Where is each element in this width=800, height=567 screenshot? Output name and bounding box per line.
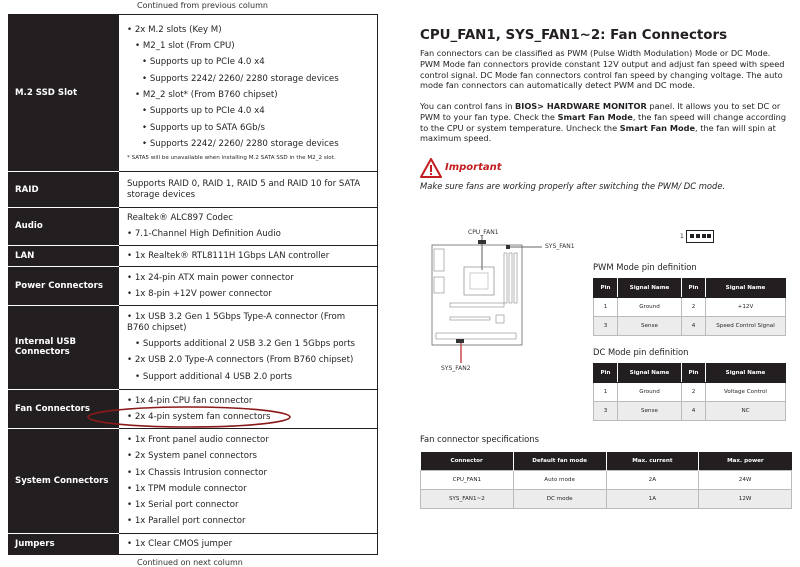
pin1-label: 1 [680, 233, 684, 240]
list-item: • 1x 8-pin +12V power connector [127, 286, 369, 302]
spec-row-jumpers [9, 533, 378, 554]
row-label: System Connectors [9, 428, 119, 533]
label-cpu-fan1: CPU_FAN1 [468, 229, 499, 236]
list-item: • Supports up to PCIe 4.0 x4 [127, 54, 369, 70]
table-row: 1 Ground 2 Voltage Control [594, 383, 786, 402]
list-item: • 1x Serial port connector [127, 497, 369, 513]
intro-paragraph: Fan connectors can be classified as PWM (Pulse Width Modulation) Mode or DC Mode. PWM Mode fan connectors provide constant 12V output and adjust fan speed with speed control signal. DC Mode fan connectors control fan speed by changing voltage. The auto mode fan connectors can automatically detect PWM and DC mode. [420, 48, 785, 91]
continued-to-note: Continued on next column [137, 558, 243, 567]
list-item: • 1x Parallel port connector [127, 513, 369, 529]
warning-icon [420, 158, 442, 178]
list-item: • Supports 2242/ 2260/ 2280 storage devices [127, 71, 369, 87]
important-heading: Important [445, 162, 502, 173]
list-item: • Supports 2242/ 2260/ 2280 storage devices [127, 136, 369, 152]
list-item: • M2_2 slot* (From B760 chipset) [127, 87, 369, 103]
row-label: RAID [9, 172, 119, 208]
row-label: Jumpers [9, 533, 119, 554]
list-item: • 1x Chassis Intrusion connector [127, 465, 369, 481]
list-item: • M2_1 slot (From CPU) [127, 38, 369, 54]
fan-spec-table: Connector Default fan mode Max. current Max. power CPU_FAN1 Auto mode 2A 24W SYS_FAN1~2 DC mode 1A 12W [420, 452, 792, 509]
table-row: SYS_FAN1~2 DC mode 1A 12W [421, 490, 792, 509]
list-item: • 2x 4-pin system fan connectors [127, 409, 369, 425]
list-item: • 2x System panel connectors [127, 448, 369, 464]
bios-paragraph: You can control fans in BIOS> HARDWARE MONITOR panel. It allows you to set DC or PWM to your fan type. Check the Smart Fan Mode, the fan speed will change according to the CPU or system temperature. Uncheck the Smart Fan Mode, the fan will spin at maximum speed. [420, 101, 787, 144]
list-item: • 1x TPM module connector [127, 481, 369, 497]
dc-title: DC Mode pin definition [593, 347, 689, 357]
list-item: • 1x Clear CMOS jumper [127, 536, 369, 552]
list-item: • 1x USB 3.2 Gen 1 5Gbps Type-A connector (From B760 chipset) [127, 310, 369, 336]
dc-table: Pin Signal Name Pin Signal Name 1 Ground 2 Voltage Control 3 Sense 4 NC [593, 363, 786, 421]
label-sys-fan1: SYS_FAN1 [545, 243, 575, 250]
label-sys-fan2: SYS_FAN2 [441, 365, 471, 372]
row-label: Audio [9, 208, 119, 246]
row-label: M.2 SSD Slot [9, 15, 119, 172]
footnote: * SATA5 will be unavailable when installing M.2 SATA SSD in the M2_2 slot. [127, 155, 336, 162]
important-text: Make sure fans are working properly after switching the PWM/ DC mode. [420, 181, 726, 191]
section-title: CPU_FAN1, SYS_FAN1~2: Fan Connectors [420, 28, 728, 43]
continued-from-note: Continued from previous column [137, 1, 268, 10]
list-item: • 1x 4-pin CPU fan connector [127, 393, 369, 409]
spec-row-lan [9, 245, 378, 266]
table-row: 3 Sense 4 Speed Control Signal [594, 317, 786, 336]
list-item: • Support additional 4 USB 2.0 ports [127, 369, 369, 385]
spec-row-audio [9, 208, 378, 246]
fan-connector-icon [686, 230, 714, 244]
spec-row-m2 [9, 15, 378, 172]
spec-row-raid [9, 172, 378, 208]
row-text: Supports RAID 0, RAID 1, RAID 5 and RAID 10 for SATA storage devices [127, 178, 361, 200]
row-label: Power Connectors [9, 266, 119, 305]
list-item: • Supports up to PCIe 4.0 x4 [127, 103, 369, 119]
spec-row-system [9, 428, 378, 533]
pwm-table: Pin Signal Name Pin Signal Name 1 Ground 2 +12V 3 Sense 4 Speed Control Signal [593, 278, 786, 336]
spec-row-usb [9, 305, 378, 389]
list-item: • 1x Front panel audio connector [127, 432, 369, 448]
spec-row-power [9, 266, 378, 305]
list-item: • 2x M.2 slots (Key M) [127, 22, 369, 38]
list-item: • 2x USB 2.0 Type-A connectors (From B760 chipset) [127, 352, 369, 368]
list-item: • 7.1-Channel High Definition Audio [127, 226, 369, 242]
list-item: • 1x 24-pin ATX main power connector [127, 270, 369, 286]
table-row: CPU_FAN1 Auto mode 2A 24W [421, 471, 792, 490]
list-item: Realtek® ALC897 Codec [127, 213, 234, 223]
table-row: 3 Sense 4 NC [594, 402, 786, 421]
spec-title: Fan connector specifications [420, 434, 539, 444]
highlight-ellipse [85, 405, 295, 429]
spec-table [8, 14, 378, 555]
list-item: • Supports up to SATA 6Gb/s [127, 120, 369, 136]
pwm-title: PWM Mode pin definition [593, 262, 697, 272]
row-label: Internal USB Connectors [9, 305, 119, 389]
row-label: LAN [9, 245, 119, 266]
list-item: • Supports additional 2 USB 3.2 Gen 1 5Gbps ports [127, 336, 369, 352]
list-item: • 1x Realtek® RTL8111H 1Gbps LAN controller [127, 248, 369, 264]
table-row: 1 Ground 2 +12V [594, 298, 786, 317]
row-label: Fan Connectors [9, 389, 119, 428]
